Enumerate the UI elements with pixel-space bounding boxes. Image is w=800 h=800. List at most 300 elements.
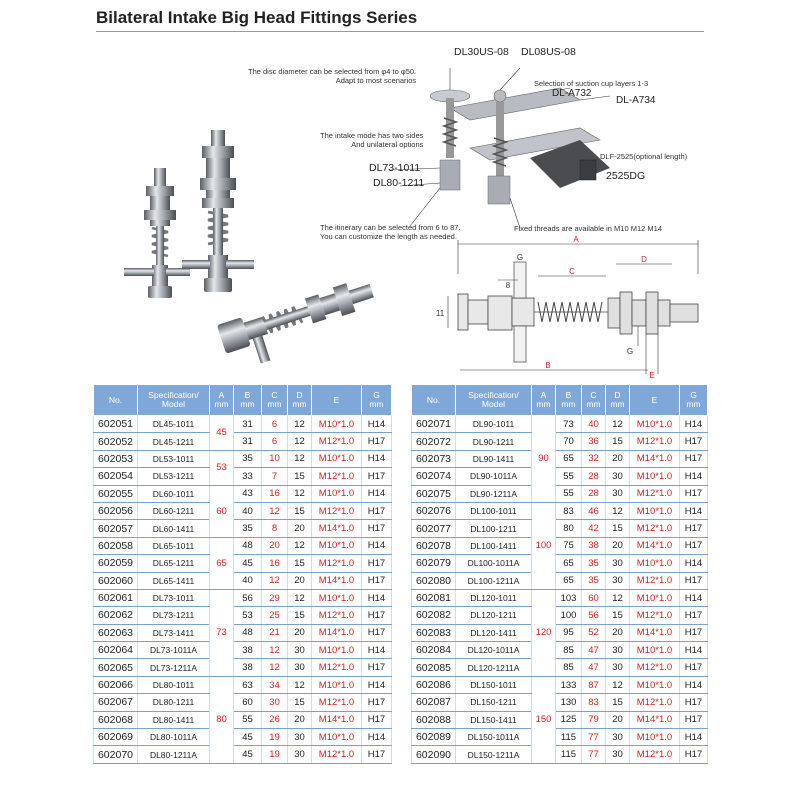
cell-model: DL100-1011 (456, 502, 532, 519)
cell-b: 65 (556, 450, 582, 467)
cell-g: H17 (680, 694, 708, 711)
cell-model: DL150-1211 (456, 694, 532, 711)
cell-g: H17 (362, 433, 392, 450)
cell-c: 87 (582, 676, 606, 693)
cell-c: 40 (582, 416, 606, 433)
cell-no: 602060 (94, 572, 138, 589)
table-row (412, 485, 708, 502)
cell-g: H14 (362, 676, 392, 693)
cell-c: 35 (582, 555, 606, 572)
cell-model: DL73-1011A (138, 642, 210, 659)
cell-b: 31 (234, 416, 262, 433)
table-row (412, 450, 708, 467)
cell-d: 30 (606, 642, 630, 659)
dimension-drawing (428, 234, 708, 379)
cell-model: DL90-1011A (456, 468, 532, 485)
cell-model: DL80-1011 (138, 676, 210, 693)
cell-g: H14 (680, 589, 708, 606)
cell-b: 130 (556, 694, 582, 711)
cell-c: 42 (582, 520, 606, 537)
cell-b: 65 (556, 572, 582, 589)
cell-b: 75 (556, 537, 582, 554)
table-row (94, 642, 392, 659)
cell-b: 63 (234, 676, 262, 693)
cell-model: DL100-1211A (456, 572, 532, 589)
cell-no: 602052 (94, 433, 138, 450)
cell-g: H17 (680, 607, 708, 624)
cell-no: 602083 (412, 624, 456, 641)
cell-g: H14 (362, 416, 392, 433)
cell-e: M14*1.0 (312, 572, 362, 589)
cell-no: 602087 (412, 694, 456, 711)
cell-no: 602054 (94, 468, 138, 485)
table-row (94, 416, 392, 433)
cell-model: DL80-1211 (138, 694, 210, 711)
cell-g: H14 (362, 729, 392, 746)
cell-a: 73 (210, 589, 234, 676)
cell-e: M14*1.0 (630, 624, 680, 641)
cell-c: 38 (582, 537, 606, 554)
table-row (412, 520, 708, 537)
cell-b: 125 (556, 711, 582, 728)
cell-e: M14*1.0 (312, 711, 362, 728)
header-g: G mm (362, 385, 392, 416)
table-row (412, 729, 708, 746)
cell-c: 26 (262, 711, 288, 728)
cell-no: 602084 (412, 642, 456, 659)
cell-no: 602056 (94, 502, 138, 519)
cell-g: H14 (362, 450, 392, 467)
cell-c: 28 (582, 468, 606, 485)
cell-d: 20 (288, 711, 312, 728)
table-row (412, 555, 708, 572)
header-no: No. (94, 385, 138, 416)
callout-dlf: DLF-2525(optional length) (600, 152, 688, 161)
table-row (412, 659, 708, 676)
cell-e: M14*1.0 (630, 711, 680, 728)
cell-c: 79 (582, 711, 606, 728)
callout-threads: Fixed threads are available in M10 M12 M14 (514, 224, 662, 233)
header-b: B mm (234, 385, 262, 416)
cell-c: 60 (582, 589, 606, 606)
cell-g: H17 (680, 711, 708, 728)
cell-model: DL90-1411 (456, 450, 532, 467)
cell-model: DL45-1211 (138, 433, 210, 450)
cell-g: H17 (362, 607, 392, 624)
cell-g: H17 (680, 572, 708, 589)
cell-c: 30 (262, 694, 288, 711)
cell-g: H14 (680, 416, 708, 433)
cell-e: M12*1.0 (312, 746, 362, 763)
header-c: C mm (262, 385, 288, 416)
cell-e: M14*1.0 (630, 537, 680, 554)
cell-d: 15 (606, 607, 630, 624)
callout-intake: The intake mode has two sides And unilateral options (320, 131, 424, 149)
model-dl73: DL73-1011 (369, 162, 421, 174)
cell-no: 602077 (412, 520, 456, 537)
header-e: E (312, 385, 362, 416)
cell-d: 12 (288, 433, 312, 450)
cell-model: DL73-1211A (138, 659, 210, 676)
cell-b: 83 (556, 502, 582, 519)
cell-model: DL80-1411 (138, 711, 210, 728)
cell-c: 16 (262, 485, 288, 502)
cell-model: DL65-1211 (138, 555, 210, 572)
cell-b: 80 (556, 520, 582, 537)
dim-label-c: C (569, 267, 575, 276)
table-row (94, 729, 392, 746)
cell-model: DL73-1211 (138, 607, 210, 624)
dim-label-8: 8 (505, 281, 511, 290)
cell-d: 15 (288, 607, 312, 624)
cell-model: DL100-1211 (456, 520, 532, 537)
cell-model: DL120-1011A (456, 642, 532, 659)
cell-d: 12 (288, 537, 312, 554)
dim-label-11: 11 (435, 309, 445, 318)
cell-d: 20 (606, 537, 630, 554)
cell-e: M10*1.0 (312, 642, 362, 659)
table-row (412, 416, 708, 433)
cell-b: 55 (234, 711, 262, 728)
cell-g: H17 (362, 624, 392, 641)
cell-d: 12 (606, 676, 630, 693)
model-dl08us: DL08US-08 (521, 46, 576, 58)
cell-e: M10*1.0 (312, 450, 362, 467)
cell-e: M12*1.0 (312, 502, 362, 519)
cell-c: 25 (262, 607, 288, 624)
cell-e: M10*1.0 (630, 729, 680, 746)
cell-d: 12 (288, 416, 312, 433)
cell-e: M10*1.0 (312, 729, 362, 746)
cell-d: 30 (288, 746, 312, 763)
header-spec: Specification/ Model (138, 385, 210, 416)
cell-c: 28 (582, 485, 606, 502)
cell-g: H17 (680, 624, 708, 641)
cell-g: H17 (680, 433, 708, 450)
cell-b: 38 (234, 642, 262, 659)
cell-model: DL150-1411 (456, 711, 532, 728)
cell-e: M10*1.0 (630, 502, 680, 519)
cell-e: M12*1.0 (312, 468, 362, 485)
model-dl80: DL80-1211 (373, 177, 425, 189)
cell-c: 47 (582, 659, 606, 676)
cell-g: H17 (680, 485, 708, 502)
cell-g: H14 (362, 537, 392, 554)
cell-e: M10*1.0 (630, 676, 680, 693)
cell-no: 602086 (412, 676, 456, 693)
cell-b: 85 (556, 659, 582, 676)
cell-b: 85 (556, 642, 582, 659)
cell-d: 30 (288, 729, 312, 746)
header-d: D mm (288, 385, 312, 416)
cell-b: 48 (234, 537, 262, 554)
cell-b: 45 (234, 555, 262, 572)
cell-model: DL120-1411 (456, 624, 532, 641)
table-row (94, 676, 392, 693)
cell-b: 56 (234, 589, 262, 606)
header-g: G mm (680, 385, 708, 416)
cell-no: 602082 (412, 607, 456, 624)
fitting-left (124, 168, 190, 298)
cell-e: M10*1.0 (630, 642, 680, 659)
cell-b: 60 (234, 694, 262, 711)
cell-g: H14 (362, 589, 392, 606)
cell-c: 47 (582, 642, 606, 659)
cell-b: 53 (234, 607, 262, 624)
cell-e: M12*1.0 (630, 520, 680, 537)
cell-e: M12*1.0 (630, 746, 680, 763)
cell-model: DL120-1011 (456, 589, 532, 606)
cell-b: 70 (556, 433, 582, 450)
cell-model: DL65-1011 (138, 537, 210, 554)
cell-g: H17 (362, 659, 392, 676)
cell-b: 40 (234, 572, 262, 589)
header-b: B mm (556, 385, 582, 416)
cell-e: M10*1.0 (312, 589, 362, 606)
cell-a: 53 (210, 450, 234, 485)
dim-label-a: A (573, 235, 579, 244)
cell-no: 602073 (412, 450, 456, 467)
cell-c: 20 (262, 537, 288, 554)
table-row (94, 450, 392, 467)
cell-b: 133 (556, 676, 582, 693)
cell-c: 35 (582, 572, 606, 589)
cell-e: M12*1.0 (630, 659, 680, 676)
cell-a: 100 (532, 502, 556, 589)
table-row (412, 589, 708, 606)
cell-b: 48 (234, 624, 262, 641)
cell-d: 12 (606, 502, 630, 519)
table-row (412, 711, 708, 728)
cell-b: 103 (556, 589, 582, 606)
cell-g: H17 (680, 537, 708, 554)
cell-no: 602080 (412, 572, 456, 589)
cell-no: 602058 (94, 537, 138, 554)
cell-g: H14 (680, 468, 708, 485)
header-no: No. (412, 385, 456, 416)
table-row (412, 676, 708, 693)
cell-no: 602057 (94, 520, 138, 537)
callout-disc: The disc diameter can be selected from φ4 to φ50. Adapt to most scenarios (248, 67, 417, 85)
cell-no: 602074 (412, 468, 456, 485)
cell-model: DL100-1011A (456, 555, 532, 572)
cell-no: 602085 (412, 659, 456, 676)
table-row (94, 502, 392, 519)
cell-d: 30 (606, 555, 630, 572)
cell-g: H17 (680, 450, 708, 467)
cell-e: M12*1.0 (630, 572, 680, 589)
cell-b: 35 (234, 520, 262, 537)
cell-e: M10*1.0 (630, 416, 680, 433)
fitting-center (182, 130, 254, 292)
spec-table-right (411, 384, 708, 764)
table-row (94, 659, 392, 676)
cell-e: M12*1.0 (312, 607, 362, 624)
cell-c: 56 (582, 607, 606, 624)
cell-g: H17 (362, 746, 392, 763)
cell-no: 602090 (412, 746, 456, 763)
cell-e: M10*1.0 (312, 676, 362, 693)
cell-model: DL90-1211 (456, 433, 532, 450)
table-row (94, 485, 392, 502)
cell-e: M14*1.0 (312, 520, 362, 537)
cell-no: 602072 (412, 433, 456, 450)
cell-no: 602066 (94, 676, 138, 693)
cell-g: H17 (362, 711, 392, 728)
cell-no: 602078 (412, 537, 456, 554)
cell-d: 12 (606, 416, 630, 433)
cell-c: 19 (262, 746, 288, 763)
cell-e: M12*1.0 (312, 433, 362, 450)
cell-c: 21 (262, 624, 288, 641)
cell-model: DL120-1211 (456, 607, 532, 624)
cell-d: 12 (288, 676, 312, 693)
cell-d: 20 (606, 711, 630, 728)
cell-d: 12 (288, 589, 312, 606)
table-row (412, 624, 708, 641)
model-dla734: DL-A734 (616, 95, 656, 106)
title-divider (96, 31, 704, 32)
cell-no: 602061 (94, 589, 138, 606)
table-row (412, 433, 708, 450)
cell-b: 65 (556, 555, 582, 572)
cell-a: 45 (210, 416, 234, 451)
table-row (94, 624, 392, 641)
cell-d: 30 (606, 485, 630, 502)
cell-no: 602069 (94, 729, 138, 746)
cell-d: 12 (288, 450, 312, 467)
cell-d: 15 (288, 468, 312, 485)
cell-c: 46 (582, 502, 606, 519)
cell-d: 20 (288, 520, 312, 537)
model-dl30us: DL30US-08 (454, 46, 509, 58)
header-a: A mm (532, 385, 556, 416)
cell-c: 77 (582, 746, 606, 763)
cell-g: H17 (362, 520, 392, 537)
cell-d: 30 (288, 659, 312, 676)
callout-itinerary: The itinerary can be selected from 6 to 87. You can customize the length as needed. (320, 223, 461, 241)
cell-d: 15 (288, 555, 312, 572)
cell-no: 602071 (412, 416, 456, 433)
cell-d: 12 (288, 485, 312, 502)
cell-g: H17 (680, 659, 708, 676)
cell-b: 115 (556, 729, 582, 746)
cell-model: DL73-1411 (138, 624, 210, 641)
table-row (94, 537, 392, 554)
cell-d: 30 (606, 729, 630, 746)
table-row (412, 468, 708, 485)
cell-no: 602064 (94, 642, 138, 659)
cell-no: 602079 (412, 555, 456, 572)
cell-c: 7 (262, 468, 288, 485)
cell-b: 55 (556, 468, 582, 485)
cell-a: 150 (532, 676, 556, 763)
cell-d: 30 (606, 572, 630, 589)
cell-g: H14 (680, 502, 708, 519)
cell-model: DL65-1411 (138, 572, 210, 589)
cell-c: 29 (262, 589, 288, 606)
product-photo (96, 120, 396, 375)
cell-g: H17 (362, 502, 392, 519)
table-row (412, 694, 708, 711)
table-row (94, 433, 392, 450)
cell-g: H14 (680, 642, 708, 659)
dim-label-e: E (649, 371, 655, 379)
cell-c: 83 (582, 694, 606, 711)
cell-e: M12*1.0 (312, 555, 362, 572)
cell-b: 45 (234, 729, 262, 746)
table-row (94, 694, 392, 711)
cell-no: 602055 (94, 485, 138, 502)
dim-label-g-top: G (516, 253, 524, 262)
cell-a: 80 (210, 676, 234, 763)
table-row (94, 520, 392, 537)
header-e: E (630, 385, 680, 416)
spec-table-left (93, 384, 392, 764)
cell-model: DL80-1011A (138, 729, 210, 746)
cell-c: 12 (262, 659, 288, 676)
cell-e: M10*1.0 (312, 416, 362, 433)
cell-a: 65 (210, 537, 234, 589)
cell-g: H14 (680, 676, 708, 693)
cell-no: 602059 (94, 555, 138, 572)
cell-b: 95 (556, 624, 582, 641)
cell-model: DL73-1011 (138, 589, 210, 606)
cell-d: 15 (288, 694, 312, 711)
cell-model: DL60-1211 (138, 502, 210, 519)
cell-d: 30 (288, 642, 312, 659)
cell-e: M10*1.0 (312, 485, 362, 502)
callout-layers: Selection of suction cup layers 1-3 (534, 79, 649, 88)
cell-e: M12*1.0 (630, 485, 680, 502)
table-row (412, 537, 708, 554)
cell-g: H17 (362, 555, 392, 572)
cell-no: 602063 (94, 624, 138, 641)
cell-g: H14 (680, 729, 708, 746)
table-row (412, 502, 708, 519)
cell-g: H14 (362, 485, 392, 502)
cell-d: 20 (606, 624, 630, 641)
cell-a: 60 (210, 485, 234, 537)
cell-no: 602068 (94, 711, 138, 728)
cell-model: DL80-1211A (138, 746, 210, 763)
cell-c: 6 (262, 416, 288, 433)
cell-g: H14 (362, 642, 392, 659)
cell-model: DL45-1011 (138, 416, 210, 433)
cell-d: 30 (606, 659, 630, 676)
cell-g: H17 (362, 694, 392, 711)
cell-d: 15 (288, 502, 312, 519)
cell-b: 73 (556, 416, 582, 433)
cell-model: DL60-1411 (138, 520, 210, 537)
header-c: C mm (582, 385, 606, 416)
table-row (412, 642, 708, 659)
cell-d: 30 (606, 746, 630, 763)
cell-g: H14 (680, 555, 708, 572)
cell-b: 55 (556, 485, 582, 502)
cell-no: 602088 (412, 711, 456, 728)
cell-e: M14*1.0 (312, 624, 362, 641)
cell-e: M10*1.0 (312, 537, 362, 554)
table-row (94, 607, 392, 624)
cell-e: M10*1.0 (630, 555, 680, 572)
cell-c: 6 (262, 433, 288, 450)
cell-d: 20 (288, 572, 312, 589)
cell-no: 602067 (94, 694, 138, 711)
cell-g: H17 (680, 520, 708, 537)
cell-c: 16 (262, 555, 288, 572)
dim-label-d: D (641, 255, 647, 264)
